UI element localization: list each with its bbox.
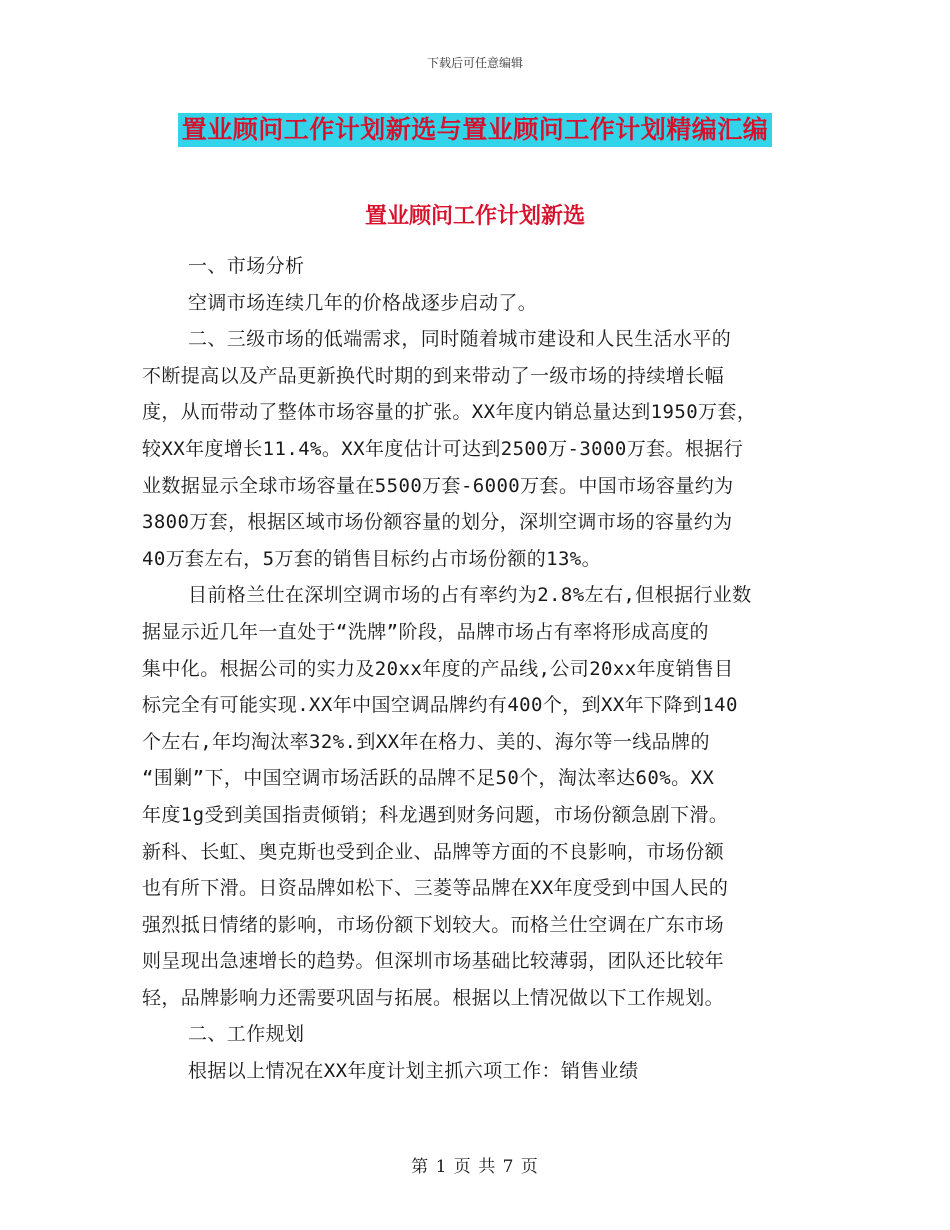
paragraph-line: 年度1g受到美国指责倾销；科龙遇到财务问题，市场份额急剧下滑。 (142, 803, 729, 826)
paragraph-line: 标完全有可能实现.XX年中国空调品牌约有400个，到XX年下降到140 (142, 694, 738, 717)
document-main-title: 置业顾问工作计划新选与置业顾问工作计划精编汇编 (178, 113, 773, 147)
page-footer-number: 第 1 页 共 7 页 (411, 1157, 539, 1177)
heading-work-plan: 二、工作规划 (188, 1023, 305, 1046)
paragraph-line: 根据以上情况在XX年度计划主抓六项工作：销售业绩 (188, 1060, 639, 1083)
paragraph-line: 集中化。根据公司的实力及20xx年度的产品线,公司20xx年度销售目 (142, 657, 734, 680)
paragraph-line: 度，从而带动了整体市场容量的扩张。XX年度内销总量达到1950万套， (142, 401, 757, 424)
paragraph-line: 空调市场连续几年的价格战逐步启动了。 (188, 291, 538, 314)
paragraph-line: 40万套左右，5万套的销售目标约占市场份额的13%。 (142, 547, 602, 570)
paragraph-line: 业数据显示全球市场容量在5500万套-6000万套。中国市场容量约为 (142, 474, 734, 497)
page-header-note: 下载后可任意编辑 (426, 56, 523, 70)
paragraph-line: “围剿”下，中国空调市场活跃的品牌不足50个，淘汰率达60%。XX (142, 767, 715, 790)
paragraph-line: 则呈现出急速增长的趋势。但深圳市场基础比较薄弱，团队还比较年 (142, 950, 725, 973)
paragraph-line: 不断提高以及产品更新换代时期的到来带动了一级市场的持续增长幅 (142, 364, 725, 387)
paragraph-line: 新科、长虹、奥克斯也受到企业、品牌等方面的不良影响，市场份额 (142, 840, 725, 863)
paragraph-line: 3800万套，根据区域市场份额容量的划分，深圳空调市场的容量约为 (142, 511, 733, 534)
paragraph-line: 据显示近几年一直处于“洗牌”阶段，品牌市场占有率将形成高度的 (142, 620, 709, 643)
paragraph-line: 强烈抵日情绪的影响，市场份额下划较大。而格兰仕空调在广东市场 (142, 913, 725, 936)
document-body (142, 248, 812, 1090)
section-title: 置业顾问工作计划新选 (364, 204, 585, 229)
paragraph-line: 二、三级市场的低端需求，同时随着城市建设和人民生活水平的 (188, 328, 732, 351)
paragraph-line: 目前格兰仕在深圳空调市场的占有率约为2.8%左右,但根据行业数 (188, 584, 752, 607)
paragraph-line: 也有所下滑。日资品牌如松下、三菱等品牌在XX年度受到中国人民的 (142, 877, 729, 900)
heading-market-analysis: 一、市场分析 (188, 255, 305, 277)
paragraph-line: 轻，品牌影响力还需要巩固与拓展。根据以上情况做以下工作规划。 (142, 986, 725, 1009)
main-title-container (0, 113, 950, 147)
paragraph-line: 较XX年度增长11.4%。XX年度估计可达到2500万-3000万套。根据行 (142, 437, 744, 460)
paragraph-line: 个左右,年均淘汰率32%.到XX年在格力、美的、海尔等一线品牌的 (142, 730, 710, 753)
